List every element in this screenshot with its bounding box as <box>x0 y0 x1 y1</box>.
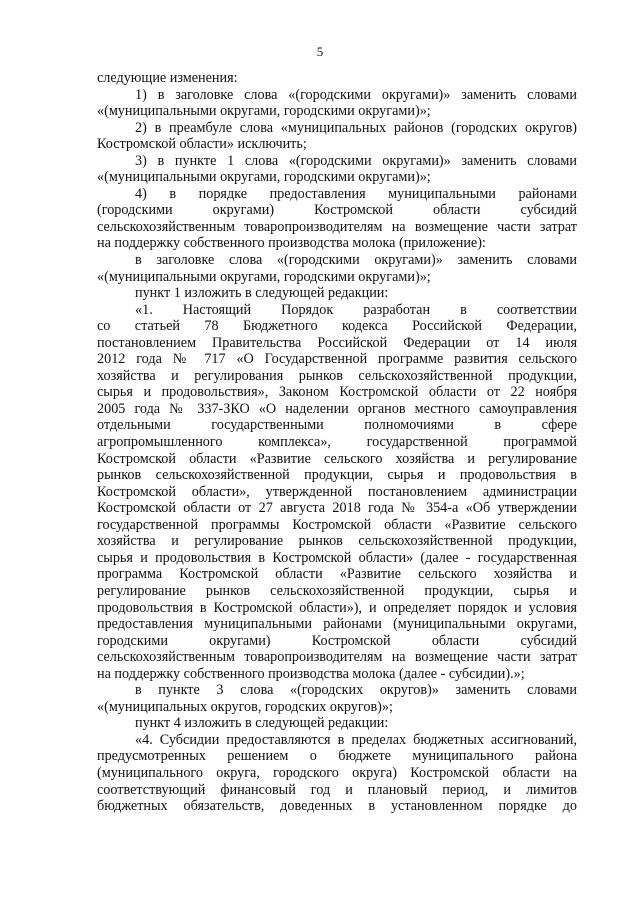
text-line: на поддержку собственного производства молока (приложение): <box>97 235 486 252</box>
text-line: следующие изменения: <box>97 70 238 86</box>
text-line: рынков сельскохозяйственной продукции, сырья и продовольствия в <box>97 467 577 484</box>
text-line: постановлением Правительства Российской Федерации от 14 июля <box>97 334 577 351</box>
text-line: «1. Настоящий Порядок разработан в соответствии <box>135 301 577 318</box>
text-line: предоставления муниципальными районами (муниципальными округами, <box>97 616 577 633</box>
text-line: бюджетных обязательств, доведенных в установленном порядке до <box>97 798 577 815</box>
document-body <box>97 70 577 815</box>
text-line: «(муниципальных округов, городских округов)»; <box>97 698 393 715</box>
text-line: «(муниципальными округами, городскими округами)»; <box>97 268 431 285</box>
text-line: на поддержку собственного производства молока (далее - субсидии).»; <box>97 665 525 682</box>
text-line: сырья и продовольствия», Законом Костромской области от 22 ноября <box>97 384 577 401</box>
text-line: соответствующий финансовый год и плановый период, и лимитов <box>97 781 577 798</box>
text-line: Костромской области», утвержденной постановлением администрации <box>97 483 577 500</box>
text-line: 3) в пункте 1 слова «(городскими округами)» заменить словами <box>135 152 577 169</box>
text-line: агропромышленного комплекса», государственной программой <box>97 434 577 451</box>
text-line: городскими округами) Костромской области субсидий <box>97 632 577 649</box>
text-line: 4) в порядке предоставления муниципальными районами <box>135 185 577 202</box>
text-line: Костромской области» исключить; <box>97 136 307 153</box>
text-line: продовольствия в Костромской области»), и определяет порядок и условия <box>97 599 577 616</box>
text-line: в заголовке слова «(городскими округами)» заменить словами <box>135 252 577 269</box>
text-line: отдельными государственными полномочиями в сфере <box>97 417 577 434</box>
text-line: сырья и продовольствия в Костромской области» (далее - государственная <box>97 549 577 566</box>
text-line: 2) в преамбуле слова «муниципальных районов (городских округов) <box>135 119 577 136</box>
text-line: государственной программы Костромской области «Развитие сельского <box>97 516 577 533</box>
text-line: со статьей 78 Бюджетного кодекса Российской Федерации, <box>97 318 577 335</box>
text-line: регулирование рынков сельскохозяйственной продукции, сырья и <box>97 582 577 599</box>
text-line: «(муниципальными округами, городскими округами)»; <box>97 169 431 186</box>
text-line: программа Костромской области «Развитие сельского хозяйства и <box>97 566 577 583</box>
text-line: хозяйства и регулирование рынков сельскохозяйственной продукции, <box>97 533 577 550</box>
text-line: «4. Субсидии предоставляются в пределах бюджетных ассигнований, <box>135 731 577 748</box>
text-line: сельскохозяйственным товаропроизводителям на возмещение части затрат <box>97 218 577 235</box>
text-line: (городскими округами) Костромской области субсидий <box>97 202 577 219</box>
text-line: 2005 года № 337-ЗКО «О наделении органов местного самоуправления <box>97 400 577 417</box>
text-line: (муниципального округа, городского округа) Костромской области на <box>97 764 577 781</box>
text-line: хозяйства и регулирования рынков сельскохозяйственной продукции, <box>97 367 577 384</box>
text-line: в пункте 3 слова «(городских округов)» заменить словами <box>135 682 577 699</box>
text-line: сельскохозяйственным товаропроизводителям на возмещение части затрат <box>97 649 577 666</box>
text-line: пункт 1 изложить в следующей редакции: <box>135 285 389 302</box>
text-line: пункт 4 изложить в следующей редакции: <box>135 715 389 732</box>
text-line: Костромской области от 27 августа 2018 года № 354-а «Об утверждении <box>97 500 577 517</box>
text-line: 2012 года № 717 «О Государственной программе развития сельского <box>97 351 577 368</box>
page-number: 5 <box>316 44 324 59</box>
text-line: 1) в заголовке слова «(городскими округами)» заменить словами <box>135 86 577 103</box>
text-line: предусмотренных решением о бюджете муниципального района <box>97 748 577 765</box>
text-line: Костромской области «Развитие сельского хозяйства и регулирование <box>97 450 577 467</box>
text-line: «(муниципальными округами, городскими округами)»; <box>97 103 431 120</box>
